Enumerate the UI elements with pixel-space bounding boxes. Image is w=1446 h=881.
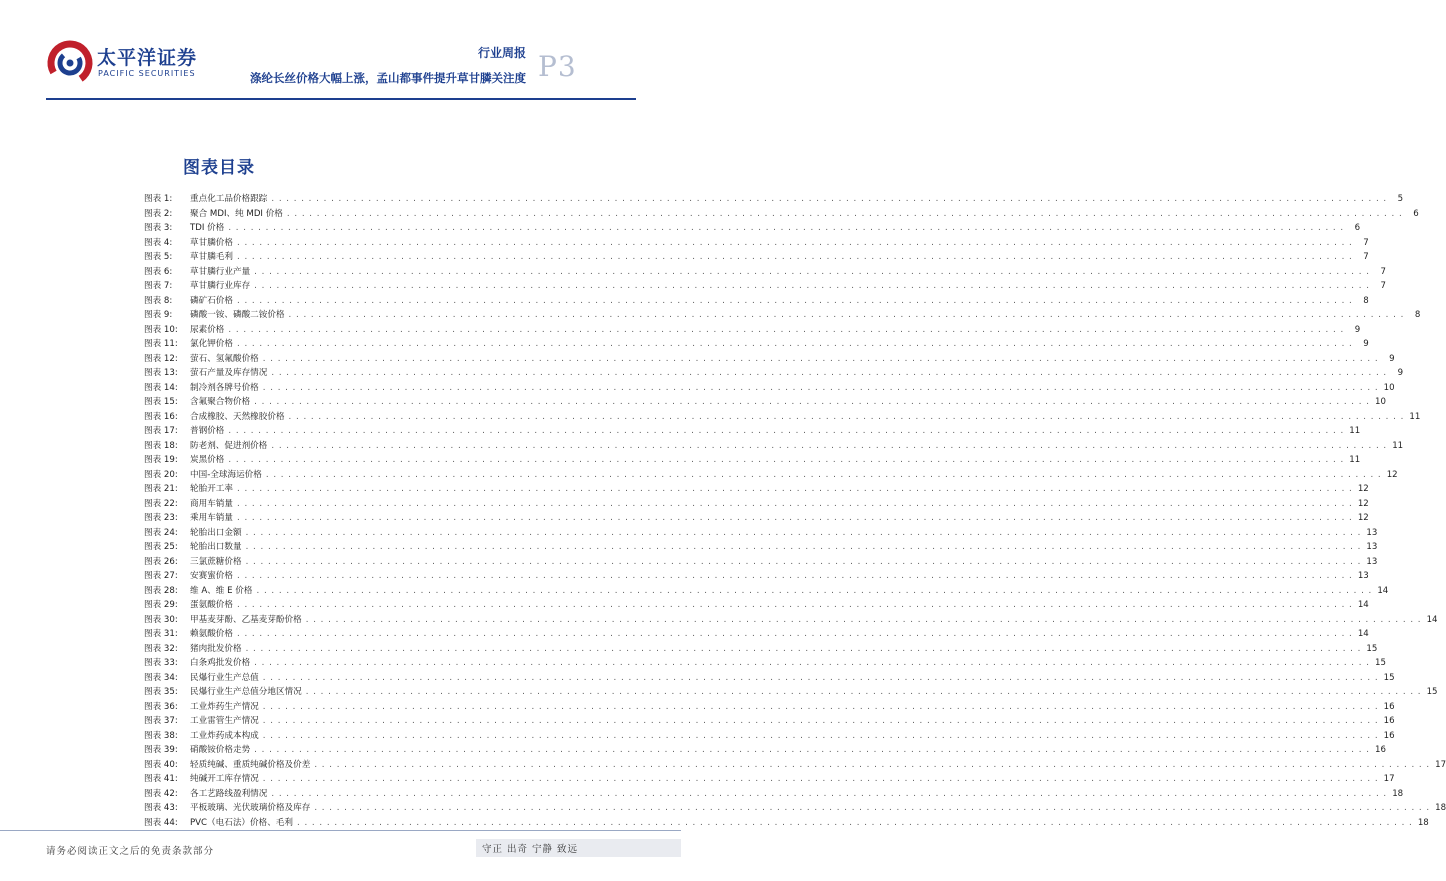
company-name-en: PACIFIC SECURITIES — [98, 69, 196, 78]
footer-divider — [0, 830, 681, 831]
toc-entry-page: 16 — [1375, 745, 1386, 755]
toc-entry-page: 18 — [1392, 788, 1404, 799]
toc-entry-leader: . . . . . . . . . . . . . . . . . . . . . . . . . . . . . . . . . . . . . . . . . . . . . . . . . . . . . . . . . . . . . . . . . . . . . . . . . . . . . . . . . . . . . . . . . . . . . . . . . . . . . . . . . . . . . . . . . . . . . . . . . . . . . . . . . . . . . . . . . . . . . . . . . . . . . . — [236, 252, 1353, 262]
toc-entry-label: 图表 36: — [144, 701, 178, 712]
toc-entry[interactable] — [144, 642, 1378, 657]
toc-entry-label: 图表 38: — [144, 730, 178, 741]
toc-entry-title: 轮胎出口金额 — [190, 527, 242, 538]
footer-motto: 守正 出奇 宁静 致远 — [482, 844, 579, 855]
toc-entry-page: 13 — [1366, 527, 1378, 538]
toc-entry[interactable] — [144, 352, 1395, 367]
toc-entry-label: 图表 28: — [144, 585, 178, 596]
toc-entry[interactable] — [144, 265, 1386, 280]
toc-entry-label: 图表 2: — [144, 208, 173, 219]
toc-entry-title: 民爆行业生产总值 — [190, 672, 259, 683]
logo-emblem-icon — [46, 38, 94, 86]
toc-entry-leader: . . . . . . . . . . . . . . . . . . . . . . . . . . . . . . . . . . . . . . . . . . . . . . . . . . . . . . . . . . . . . . . . . . . . . . . . . . . . . . . . . . . . . . . . . . . . . . . . . . . . . . . . . . . . . . . . . . . . . . . . . . . . . . . . . . . . . . . . . . . . . . . . . . . . . . — [262, 672, 1379, 683]
toc-entry-page: 15 — [1366, 643, 1378, 654]
toc-entry-label: 图表 14: — [144, 382, 178, 393]
toc-entry[interactable] — [144, 395, 1386, 410]
toc-entry-label: 图表 35: — [144, 687, 178, 697]
toc-entry-page: 12 — [1357, 513, 1369, 523]
toc-entry-title: 轮胎开工率 — [190, 484, 233, 494]
toc-entry[interactable] — [144, 308, 1421, 323]
toc-entry-label: 图表 42: — [144, 788, 178, 799]
toc-entry-page: 9 — [1363, 339, 1369, 349]
toc-entry-page: 8 — [1363, 295, 1369, 306]
toc-entry[interactable] — [144, 598, 1369, 613]
toc-entry-leader: . . . . . . . . . . . . . . . . . . . . . . . . . . . . . . . . . . . . . . . . . . . . . . . . . . . . . . . . . . . . . . . . . . . . . . . . . . . . . . . . . . . . . . . . . . . . . . . . . . . . . . . . . . . . . . . . . . . . . . . . . . . . . . . . . . . . . . . . . . . . . . . . . . . . . . — [262, 774, 1379, 784]
toc-entry-page: 9 — [1397, 368, 1404, 378]
toc-entry-label: 图表 7: — [144, 281, 173, 291]
toc-entry-label: 图表 39: — [144, 745, 178, 755]
toc-entry-leader: . . . . . . . . . . . . . . . . . . . . . . . . . . . . . . . . . . . . . . . . . . . . . . . . . . . . . . . . . . . . . . . . . . . . . . . . . . . . . . . . . . . . . . . . . . . . . . . . . . . . . . . . . . . . . . . . . . . . . . . . . . . . . . . . . . . . . . . . . . . . . . . . . . . . . . — [262, 382, 1379, 393]
toc-entry[interactable] — [144, 511, 1369, 526]
toc-entry-label: 图表 24: — [144, 527, 178, 538]
toc-entry-title: 工业雷管生产情况 — [190, 716, 259, 726]
toc-entry-page: 13 — [1366, 556, 1378, 567]
toc-entry-leader: . . . . . . . . . . . . . . . . . . . . . . . . . . . . . . . . . . . . . . . . . . . . . . . . . . . . . . . . . . . . . . . . . . . . . . . . . . . . . . . . . . . . . . . . . . . . . . . . . . . . . . . . . . . . . . . . . . . . . . . . . . . . . . . . . . . . . . . . . . . . . . . . . . . . . . — [254, 266, 1370, 277]
toc-entry[interactable] — [144, 729, 1395, 744]
toc-entry-page: 10 — [1375, 397, 1386, 407]
toc-entry-leader: . . . . . . . . . . . . . . . . . . . . . . . . . . . . . . . . . . . . . . . . . . . . . . . . . . . . . . . . . . . . . . . . . . . . . . . . . . . . . . . . . . . . . . . . . . . . . . . . . . . . . . . . . . . . . . . . . . . . . . . . . . . . . . . . . . . . . . . . . . . . . . . . . . . . . . — [271, 788, 1388, 799]
toc-entry-title: 甲基麦芽酚、乙基麦芽酚价格 — [190, 614, 302, 625]
toc-entry[interactable] — [144, 497, 1369, 512]
toc-entry-leader: . . . . . . . . . . . . . . . . . . . . . . . . . . . . . . . . . . . . . . . . . . . . . . . . . . . . . . . . . . . . . . . . . . . . . . . . . . . . . . . . . . . . . . . . . . . . . . . . . . . . . . . . . . . . . . . . . . . . . . . . . . . . . . . . . . . . . . . . . . . . . . . . . . . . . . — [262, 716, 1379, 726]
toc-entry-label: 图表 1: — [144, 194, 173, 204]
toc-entry-label: 图表 30: — [144, 614, 178, 625]
toc-entry-page: 17 — [1435, 759, 1446, 770]
toc-entry-title: 防老剂、促进剂价格 — [190, 440, 268, 451]
toc-entry[interactable] — [144, 236, 1369, 251]
toc-entry-page: 7 — [1363, 237, 1369, 248]
toc-entry-leader: . . . . . . . . . . . . . . . . . . . . . . . . . . . . . . . . . . . . . . . . . . . . . . . . . . . . . . . . . . . . . . . . . . . . . . . . . . . . . . . . . . . . . . . . . . . . . . . . . . . . . . . . . . . . . . . . . . . . . . . . . . . . . . . . . . . . . . . . . . . . . . . . . . . . . . — [254, 397, 1370, 407]
toc-entry-leader: . . . . . . . . . . . . . . . . . . . . . . . . . . . . . . . . . . . . . . . . . . . . . . . . . . . . . . . . . . . . . . . . . . . . . . . . . . . . . . . . . . . . . . . . . . . . . . . . . . . . . . . . . . . . . . . . . . . . . . . . . . . . . . . . . . . . . . . . . . . . . . . . . . . . . . — [256, 585, 1373, 596]
toc-entry-leader: . . . . . . . . . . . . . . . . . . . . . . . . . . . . . . . . . . . . . . . . . . . . . . . . . . . . . . . . . . . . . . . . . . . . . . . . . . . . . . . . . . . . . . . . . . . . . . . . . . . . . . . . . . . . . . . . . . . . . . . . . . . . . . . . . . . . . . . . . . . . . . . . . . . . . . — [236, 571, 1353, 581]
toc-entry-leader: . . . . . . . . . . . . . . . . . . . . . . . . . . . . . . . . . . . . . . . . . . . . . . . . . . . . . . . . . . . . . . . . . . . . . . . . . . . . . . . . . . . . . . . . . . . . . . . . . . . . . . . . . . . . . . . . . . . . . . . . . . . . . . . . . . . . . . . . . . . . . . . . . . . . . . — [236, 484, 1353, 494]
toc-entry-label: 图表 19: — [144, 455, 178, 465]
toc-entry-leader: . . . . . . . . . . . . . . . . . . . . . . . . . . . . . . . . . . . . . . . . . . . . . . . . . . . . . . . . . . . . . . . . . . . . . . . . . . . . . . . . . . . . . . . . . . . . . . . . . . . . . . . . . . . . . . . . . . . . . . . . . . . . . . . . . . . . . . . . . . . . . . . . . . . . . . — [286, 208, 1403, 219]
toc-entry-page: 11 — [1392, 440, 1404, 451]
toc-entry[interactable] — [144, 323, 1361, 338]
toc-entry-title: 商用车销量 — [190, 498, 233, 509]
toc-entry-leader: . . . . . . . . . . . . . . . . . . . . . . . . . . . . . . . . . . . . . . . . . . . . . . . . . . . . . . . . . . . . . . . . . . . . . . . . . . . . . . . . . . . . . . . . . . . . . . . . . . . . . . . . . . . . . . . . . . . . . . . . . . . . . . . . . . . . . . . . . . . . . . . . . . . . . . — [288, 310, 1405, 320]
toc-entry[interactable] — [144, 540, 1378, 555]
toc-entry-label: 图表 6: — [144, 266, 173, 277]
toc-entry-title: 尿素价格 — [190, 324, 225, 335]
toc-entry-label: 图表 31: — [144, 629, 178, 639]
toc-entry-title: 白条鸡批发价格 — [190, 658, 251, 668]
toc-entry-leader: . . . . . . . . . . . . . . . . . . . . . . . . . . . . . . . . . . . . . . . . . . . . . . . . . . . . . . . . . . . . . . . . . . . . . . . . . . . . . . . . . . . . . . . . . . . . . . . . . . . . . . . . . . . . . . . . . . . . . . . . . . . . . . . . . . . . . . . . . . . . . . . . . . . . . . — [314, 803, 1431, 813]
toc-entry-title: PVC（电石法）价格、毛利 — [190, 817, 293, 828]
toc-entry-title: 乘用车销量 — [190, 513, 233, 523]
toc-entry-title: 草甘膦毛利 — [190, 252, 233, 262]
toc-entry-title: 重点化工品价格跟踪 — [190, 194, 268, 204]
toc-entry-page: 14 — [1357, 629, 1369, 639]
toc-entry-title: 普钢价格 — [190, 426, 225, 436]
footer-disclaimer: 请务必阅读正文之后的免责条款部分 — [46, 846, 215, 857]
toc-entry-title: 草甘膦行业产量 — [190, 266, 251, 277]
toc-entry-leader: . . . . . . . . . . . . . . . . . . . . . . . . . . . . . . . . . . . . . . . . . . . . . . . . . . . . . . . . . . . . . . . . . . . . . . . . . . . . . . . . . . . . . . . . . . . . . . . . . . . . . . . . . . . . . . . . . . . . . . . . . . . . . . . . . . . . . . . . . . . . . . . . . . . . . . — [236, 513, 1353, 523]
toc-entry-page: 15 — [1426, 687, 1438, 697]
toc-entry-page: 16 — [1383, 716, 1395, 726]
toc-entry[interactable] — [144, 207, 1419, 222]
toc-entry-page: 11 — [1349, 455, 1361, 465]
toc-entry-label: 图表 5: — [144, 252, 173, 262]
toc-entry-label: 图表 20: — [144, 469, 178, 480]
report-headline: 涤纶长丝价格大幅上涨，孟山都事件提升草甘膦关注度 — [250, 71, 526, 85]
toc-entry-label: 图表 9: — [144, 310, 173, 320]
toc-entry-title: 安赛蜜价格 — [190, 571, 233, 581]
toc-entry[interactable] — [144, 410, 1421, 425]
toc-entry-title: 三氯蔗糖价格 — [190, 556, 242, 567]
toc-entry-leader: . . . . . . . . . . . . . . . . . . . . . . . . . . . . . . . . . . . . . . . . . . . . . . . . . . . . . . . . . . . . . . . . . . . . . . . . . . . . . . . . . . . . . . . . . . . . . . . . . . . . . . . . . . . . . . . . . . . . . . . . . . . . . . . . . . . . . . . . . . . . . . . . . . . . . . — [236, 339, 1353, 349]
toc-entry-page: 14 — [1357, 600, 1369, 610]
toc-entry-leader: . . . . . . . . . . . . . . . . . . . . . . . . . . . . . . . . . . . . . . . . . . . . . . . . . . . . . . . . . . . . . . . . . . . . . . . . . . . . . . . . . . . . . . . . . . . . . . . . . . . . . . . . . . . . . . . . . . . . . . . . . . . . . . . . . . . . . . . . . . . . . . . . . . . . . . — [236, 295, 1353, 306]
toc-entry[interactable] — [144, 439, 1404, 454]
toc-entry-page: 14 — [1377, 585, 1389, 596]
toc-entry-title: 轮胎出口数量 — [190, 542, 242, 552]
toc-entry-leader: . . . . . . . . . . . . . . . . . . . . . . . . . . . . . . . . . . . . . . . . . . . . . . . . . . . . . . . . . . . . . . . . . . . . . . . . . . . . . . . . . . . . . . . . . . . . . . . . . . . . . . . . . . . . . . . . . . . . . . . . . . . . . . . . . . . . . . . . . . . . . . . . . . . . . . — [262, 353, 1379, 364]
toc-entry-page: 7 — [1380, 266, 1386, 277]
toc-entry[interactable] — [144, 366, 1404, 381]
toc-entry-leader: . . . . . . . . . . . . . . . . . . . . . . . . . . . . . . . . . . . . . . . . . . . . . . . . . . . . . . . . . . . . . . . . . . . . . . . . . . . . . . . . . . . . . . . . . . . . . . . . . . . . . . . . . . . . . . . . . . . . . . . . . . . . . . . . . . . . . . . . . . . . . . . . . . . . . . — [245, 542, 1362, 552]
toc-entry[interactable] — [144, 482, 1369, 497]
toc-entry[interactable] — [144, 801, 1446, 816]
toc-entry-title: 含氟聚合物价格 — [190, 397, 251, 407]
toc-entry-label: 图表 34: — [144, 672, 178, 683]
toc-entry-leader: . . . . . . . . . . . . . . . . . . . . . . . . . . . . . . . . . . . . . . . . . . . . . . . . . . . . . . . . . . . . . . . . . . . . . . . . . . . . . . . . . . . . . . . . . . . . . . . . . . . . . . . . . . . . . . . . . . . . . . . . . . . . . . . . . . . . . . . . . . . . . . . . . . . . . . — [228, 455, 1345, 465]
toc-entry-title: 工业炸药生产情况 — [190, 701, 259, 712]
toc-entry[interactable] — [144, 787, 1404, 802]
toc-entry-leader: . . . . . . . . . . . . . . . . . . . . . . . . . . . . . . . . . . . . . . . . . . . . . . . . . . . . . . . . . . . . . . . . . . . . . . . . . . . . . . . . . . . . . . . . . . . . . . . . . . . . . . . . . . . . . . . . . . . . . . . . . . . . . . . . . . . . . . . . . . . . . . . . . . . . . . — [245, 527, 1362, 538]
toc-entry-page: 7 — [1380, 281, 1386, 291]
toc-entry-title: TDI 价格 — [190, 223, 225, 233]
toc-entry-leader: . . . . . . . . . . . . . . . . . . . . . . . . . . . . . . . . . . . . . . . . . . . . . . . . . . . . . . . . . . . . . . . . . . . . . . . . . . . . . . . . . . . . . . . . . . . . . . . . . . . . . . . . . . . . . . . . . . . . . . . . . . . . . . . . . . . . . . . . . . . . . . . . . . . . . . — [236, 600, 1353, 610]
toc-entry[interactable] — [144, 671, 1395, 686]
toc-entry[interactable] — [144, 221, 1361, 236]
toc-entry[interactable] — [144, 685, 1438, 700]
toc-entry-page: 18 — [1435, 803, 1446, 813]
toc-entry-leader: . . . . . . . . . . . . . . . . . . . . . . . . . . . . . . . . . . . . . . . . . . . . . . . . . . . . . . . . . . . . . . . . . . . . . . . . . . . . . . . . . . . . . . . . . . . . . . . . . . . . . . . . . . . . . . . . . . . . . . . . . . . . . . . . . . . . . . . . . . . . . . . . . . . . . . — [245, 556, 1362, 567]
toc-entry[interactable] — [144, 700, 1395, 715]
toc-entry-title: 合成橡胶、天然橡胶价格 — [190, 411, 285, 422]
toc-entry-leader: . . . . . . . . . . . . . . . . . . . . . . . . . . . . . . . . . . . . . . . . . . . . . . . . . . . . . . . . . . . . . . . . . . . . . . . . . . . . . . . . . . . . . . . . . . . . . . . . . . . . . . . . . . . . . . . . . . . . . . . . . . . . . . . . . . . . . . . . . . . . . . . . . . . . . . — [305, 687, 1422, 697]
toc-entry-label: 图表 41: — [144, 774, 178, 784]
toc-entry-leader: . . . . . . . . . . . . . . . . . . . . . . . . . . . . . . . . . . . . . . . . . . . . . . . . . . . . . . . . . . . . . . . . . . . . . . . . . . . . . . . . . . . . . . . . . . . . . . . . . . . . . . . . . . . . . . . . . . . . . . . . . . . . . . . . . . . . . . . . . . . . . . . . . . . . . . — [228, 223, 1345, 233]
company-logo — [46, 38, 246, 88]
toc-entry[interactable] — [144, 424, 1361, 439]
toc-entry[interactable] — [144, 758, 1446, 773]
toc-entry-title: 各工艺路线盈利情况 — [190, 788, 268, 799]
company-name-cn: 太平洋证券 — [97, 47, 198, 69]
toc-entry-label: 图表 3: — [144, 223, 173, 233]
toc-entry-page: 6 — [1354, 223, 1361, 233]
toc-entry-leader: . . . . . . . . . . . . . . . . . . . . . . . . . . . . . . . . . . . . . . . . . . . . . . . . . . . . . . . . . . . . . . . . . . . . . . . . . . . . . . . . . . . . . . . . . . . . . . . . . . . . . . . . . . . . . . . . . . . . . . . . . . . . . . . . . . . . . . . . . . . . . . . . . . . . . . — [254, 658, 1370, 668]
toc-entry[interactable] — [144, 613, 1438, 628]
toc-entry-title: 平板玻璃、光伏玻璃价格及库存 — [190, 803, 311, 813]
footer-motto-box — [476, 839, 681, 857]
toc-entry-page: 15 — [1375, 658, 1386, 668]
toc-entry[interactable] — [144, 192, 1404, 207]
toc-entry-title: 氯化钾价格 — [190, 339, 233, 349]
toc-entry[interactable] — [144, 294, 1369, 309]
toc-entry-leader: . . . . . . . . . . . . . . . . . . . . . . . . . . . . . . . . . . . . . . . . . . . . . . . . . . . . . . . . . . . . . . . . . . . . . . . . . . . . . . . . . . . . . . . . . . . . . . . . . . . . . . . . . . . . . . . . . . . . . . . . . . . . . . . . . . . . . . . . . . . . . . . . . . . . . . — [288, 411, 1405, 422]
toc-list — [144, 192, 1446, 830]
toc-entry-title: 萤石产量及库存情况 — [190, 368, 268, 378]
toc-entry-title: 赖氨酸价格 — [190, 629, 233, 639]
toc-entry-label: 图表 37: — [144, 716, 178, 726]
toc-entry-label: 图表 11: — [144, 339, 178, 349]
toc-entry-leader: . . . . . . . . . . . . . . . . . . . . . . . . . . . . . . . . . . . . . . . . . . . . . . . . . . . . . . . . . . . . . . . . . . . . . . . . . . . . . . . . . . . . . . . . . . . . . . . . . . . . . . . . . . . . . . . . . . . . . . . . . . . . . . . . . . . . . . . . . . . . . . . . . . . . . . — [271, 194, 1388, 204]
toc-entry-label: 图表 23: — [144, 513, 178, 523]
toc-entry-title: 草甘膦价格 — [190, 237, 233, 248]
toc-entry-page: 13 — [1366, 542, 1378, 552]
toc-entry-leader: . . . . . . . . . . . . . . . . . . . . . . . . . . . . . . . . . . . . . . . . . . . . . . . . . . . . . . . . . . . . . . . . . . . . . . . . . . . . . . . . . . . . . . . . . . . . . . . . . . . . . . . . . . . . . . . . . . . . . . . . . . . . . . . . . . . . . . . . . . . . . . . . . . . . . . — [236, 237, 1353, 248]
toc-entry-title: 制冷剂各牌号价格 — [190, 382, 259, 393]
toc-entry-page: 12 — [1386, 469, 1398, 480]
toc-entry-label: 图表 25: — [144, 542, 178, 552]
toc-entry-leader: . . . . . . . . . . . . . . . . . . . . . . . . . . . . . . . . . . . . . . . . . . . . . . . . . . . . . . . . . . . . . . . . . . . . . . . . . . . . . . . . . . . . . . . . . . . . . . . . . . . . . . . . . . . . . . . . . . . . . . . . . . . . . . . . . . . . . . . . . . . . . . . . . . . . . . — [271, 440, 1388, 451]
toc-entry[interactable] — [144, 526, 1378, 541]
toc-entry-page: 18 — [1417, 817, 1429, 828]
toc-entry-label: 图表 32: — [144, 643, 178, 654]
toc-entry-title: 磷酸一铵、磷酸二铵价格 — [190, 310, 285, 320]
toc-entry[interactable] — [144, 816, 1429, 831]
toc-entry-page: 9 — [1354, 324, 1361, 335]
toc-entry-title: 萤石、氢氟酸价格 — [190, 353, 259, 364]
toc-entry-page: 13 — [1357, 571, 1369, 581]
toc-entry-title: 纯碱开工库存情况 — [190, 774, 259, 784]
toc-entry-page: 12 — [1357, 498, 1369, 509]
toc-entry[interactable] — [144, 569, 1369, 584]
toc-entry-leader: . . . . . . . . . . . . . . . . . . . . . . . . . . . . . . . . . . . . . . . . . . . . . . . . . . . . . . . . . . . . . . . . . . . . . . . . . . . . . . . . . . . . . . . . . . . . . . . . . . . . . . . . . . . . . . . . . . . . . . . . . . . . . . . . . . . . . . . . . . . . . . . . . . . . . . — [262, 701, 1379, 712]
toc-entry-label: 图表 43: — [144, 803, 178, 813]
toc-entry-page: 7 — [1363, 252, 1369, 262]
toc-entry-page: 11 — [1409, 411, 1421, 422]
toc-entry-leader: . . . . . . . . . . . . . . . . . . . . . . . . . . . . . . . . . . . . . . . . . . . . . . . . . . . . . . . . . . . . . . . . . . . . . . . . . . . . . . . . . . . . . . . . . . . . . . . . . . . . . . . . . . . . . . . . . . . . . . . . . . . . . . . . . . . . . . . . . . . . . . . . . . . . . . — [245, 643, 1362, 654]
toc-entry-label: 图表 17: — [144, 426, 178, 436]
toc-entry-label: 图表 8: — [144, 295, 173, 306]
toc-entry-label: 图表 4: — [144, 237, 173, 248]
toc-entry[interactable] — [144, 453, 1361, 468]
toc-entry[interactable] — [144, 714, 1395, 729]
toc-entry-title: 草甘膦行业库存 — [190, 281, 251, 291]
toc-entry-leader: . . . . . . . . . . . . . . . . . . . . . . . . . . . . . . . . . . . . . . . . . . . . . . . . . . . . . . . . . . . . . . . . . . . . . . . . . . . . . . . . . . . . . . . . . . . . . . . . . . . . . . . . . . . . . . . . . . . . . . . . . . . . . . . . . . . . . . . . . . . . . . . . . . . . . . — [254, 745, 1370, 755]
toc-entry-leader: . . . . . . . . . . . . . . . . . . . . . . . . . . . . . . . . . . . . . . . . . . . . . . . . . . . . . . . . . . . . . . . . . . . . . . . . . . . . . . . . . . . . . . . . . . . . . . . . . . . . . . . . . . . . . . . . . . . . . . . . . . . . . . . . . . . . . . . . . . . . . . . . . . . . . . — [265, 469, 1382, 480]
toc-entry-label: 图表 26: — [144, 556, 178, 567]
toc-entry-leader: . . . . . . . . . . . . . . . . . . . . . . . . . . . . . . . . . . . . . . . . . . . . . . . . . . . . . . . . . . . . . . . . . . . . . . . . . . . . . . . . . . . . . . . . . . . . . . . . . . . . . . . . . . . . . . . . . . . . . . . . . . . . . . . . . . . . . . . . . . . . . . . . . . . . . . — [271, 368, 1388, 378]
toc-entry-page: 9 — [1389, 353, 1395, 364]
toc-entry-title: 民爆行业生产总值分地区情况 — [190, 687, 302, 697]
toc-entry-page: 10 — [1383, 382, 1395, 393]
toc-entry-page: 5 — [1397, 194, 1404, 204]
toc-entry-label: 图表 22: — [144, 498, 178, 509]
toc-entry-label: 图表 18: — [144, 440, 178, 451]
toc-entry-page: 16 — [1383, 730, 1395, 741]
toc-title: 图表目录 — [183, 158, 255, 178]
toc-entry[interactable] — [144, 468, 1398, 483]
toc-entry[interactable] — [144, 250, 1369, 265]
header-divider — [46, 98, 636, 100]
report-type: 行业周报 — [477, 46, 526, 60]
toc-entry-page: 6 — [1413, 208, 1419, 219]
toc-entry-page: 8 — [1414, 310, 1421, 320]
toc-entry-leader: . . . . . . . . . . . . . . . . . . . . . . . . . . . . . . . . . . . . . . . . . . . . . . . . . . . . . . . . . . . . . . . . . . . . . . . . . . . . . . . . . . . . . . . . . . . . . . . . . . . . . . . . . . . . . . . . . . . . . . . . . . . . . . . . . . . . . . . . . . . . . . . . . . . . . . — [262, 730, 1379, 741]
toc-entry-title: 聚合 MDI、纯 MDI 价格 — [190, 208, 283, 219]
toc-entry-label: 图表 21: — [144, 484, 178, 494]
toc-entry-label: 图表 10: — [144, 324, 178, 335]
toc-entry-page: 15 — [1383, 672, 1395, 683]
toc-entry-page: 12 — [1357, 484, 1369, 494]
toc-entry-title: 猪肉批发价格 — [190, 643, 242, 654]
toc-entry-title: 维 A、维 E 价格 — [190, 585, 253, 596]
toc-entry[interactable] — [144, 772, 1395, 787]
toc-entry-title: 轻质纯碱、重质纯碱价格及价差 — [190, 759, 311, 770]
toc-entry-leader: . . . . . . . . . . . . . . . . . . . . . . . . . . . . . . . . . . . . . . . . . . . . . . . . . . . . . . . . . . . . . . . . . . . . . . . . . . . . . . . . . . . . . . . . . . . . . . . . . . . . . . . . . . . . . . . . . . . . . . . . . . . . . . . . . . . . . . . . . . . . . . . . . . . . . . — [297, 817, 1413, 828]
toc-entry-label: 图表 29: — [144, 600, 178, 610]
toc-entry-title: 中国-全球海运价格 — [190, 469, 262, 480]
toc-entry[interactable] — [144, 381, 1395, 396]
toc-entry-page: 17 — [1383, 774, 1395, 784]
toc-entry[interactable] — [144, 337, 1369, 352]
toc-entry-label: 图表 27: — [144, 571, 178, 581]
toc-entry-label: 图表 12: — [144, 353, 178, 364]
toc-entry-title: 蛋氨酸价格 — [190, 600, 233, 610]
page-number: P3 — [538, 50, 577, 83]
toc-entry-label: 图表 40: — [144, 759, 178, 770]
toc-entry-label: 图表 15: — [144, 397, 178, 407]
toc-entry-title: 工业炸药成本构成 — [190, 730, 259, 741]
toc-entry-page: 11 — [1349, 426, 1361, 436]
toc-entry-label: 图表 13: — [144, 368, 178, 378]
toc-entry-leader: . . . . . . . . . . . . . . . . . . . . . . . . . . . . . . . . . . . . . . . . . . . . . . . . . . . . . . . . . . . . . . . . . . . . . . . . . . . . . . . . . . . . . . . . . . . . . . . . . . . . . . . . . . . . . . . . . . . . . . . . . . . . . . . . . . . . . . . . . . . . . . . . . . . . . . — [236, 498, 1353, 509]
toc-entry[interactable] — [144, 656, 1386, 671]
toc-entry[interactable] — [144, 584, 1389, 599]
toc-entry-leader: . . . . . . . . . . . . . . . . . . . . . . . . . . . . . . . . . . . . . . . . . . . . . . . . . . . . . . . . . . . . . . . . . . . . . . . . . . . . . . . . . . . . . . . . . . . . . . . . . . . . . . . . . . . . . . . . . . . . . . . . . . . . . . . . . . . . . . . . . . . . . . . . . . . . . . — [254, 281, 1370, 291]
toc-entry[interactable] — [144, 279, 1386, 294]
toc-entry-leader: . . . . . . . . . . . . . . . . . . . . . . . . . . . . . . . . . . . . . . . . . . . . . . . . . . . . . . . . . . . . . . . . . . . . . . . . . . . . . . . . . . . . . . . . . . . . . . . . . . . . . . . . . . . . . . . . . . . . . . . . . . . . . . . . . . . . . . . . . . . . . . . . . . . . . . — [305, 614, 1422, 625]
toc-entry-title: 炭黑价格 — [190, 455, 225, 465]
toc-entry-title: 磷矿石价格 — [190, 295, 233, 306]
toc-entry-page: 16 — [1383, 701, 1395, 712]
toc-entry[interactable] — [144, 743, 1386, 758]
toc-entry[interactable] — [144, 555, 1378, 570]
toc-entry-label: 图表 33: — [144, 658, 178, 668]
toc-entry-page: 14 — [1426, 614, 1438, 625]
toc-entry-title: 硝酸铵价格走势 — [190, 745, 251, 755]
toc-entry-label: 图表 16: — [144, 411, 178, 422]
toc-entry[interactable] — [144, 627, 1369, 642]
toc-entry-leader: . . . . . . . . . . . . . . . . . . . . . . . . . . . . . . . . . . . . . . . . . . . . . . . . . . . . . . . . . . . . . . . . . . . . . . . . . . . . . . . . . . . . . . . . . . . . . . . . . . . . . . . . . . . . . . . . . . . . . . . . . . . . . . . . . . . . . . . . . . . . . . . . . . . . . . — [228, 324, 1345, 335]
toc-entry-leader: . . . . . . . . . . . . . . . . . . . . . . . . . . . . . . . . . . . . . . . . . . . . . . . . . . . . . . . . . . . . . . . . . . . . . . . . . . . . . . . . . . . . . . . . . . . . . . . . . . . . . . . . . . . . . . . . . . . . . . . . . . . . . . . . . . . . . . . . . . . . . . . . . . . . . . — [314, 759, 1431, 770]
toc-entry-label: 图表 44: — [144, 817, 178, 828]
toc-entry-leader: . . . . . . . . . . . . . . . . . . . . . . . . . . . . . . . . . . . . . . . . . . . . . . . . . . . . . . . . . . . . . . . . . . . . . . . . . . . . . . . . . . . . . . . . . . . . . . . . . . . . . . . . . . . . . . . . . . . . . . . . . . . . . . . . . . . . . . . . . . . . . . . . . . . . . . — [236, 629, 1353, 639]
toc-entry-leader: . . . . . . . . . . . . . . . . . . . . . . . . . . . . . . . . . . . . . . . . . . . . . . . . . . . . . . . . . . . . . . . . . . . . . . . . . . . . . . . . . . . . . . . . . . . . . . . . . . . . . . . . . . . . . . . . . . . . . . . . . . . . . . . . . . . . . . . . . . . . . . . . . . . . . . — [228, 426, 1345, 436]
